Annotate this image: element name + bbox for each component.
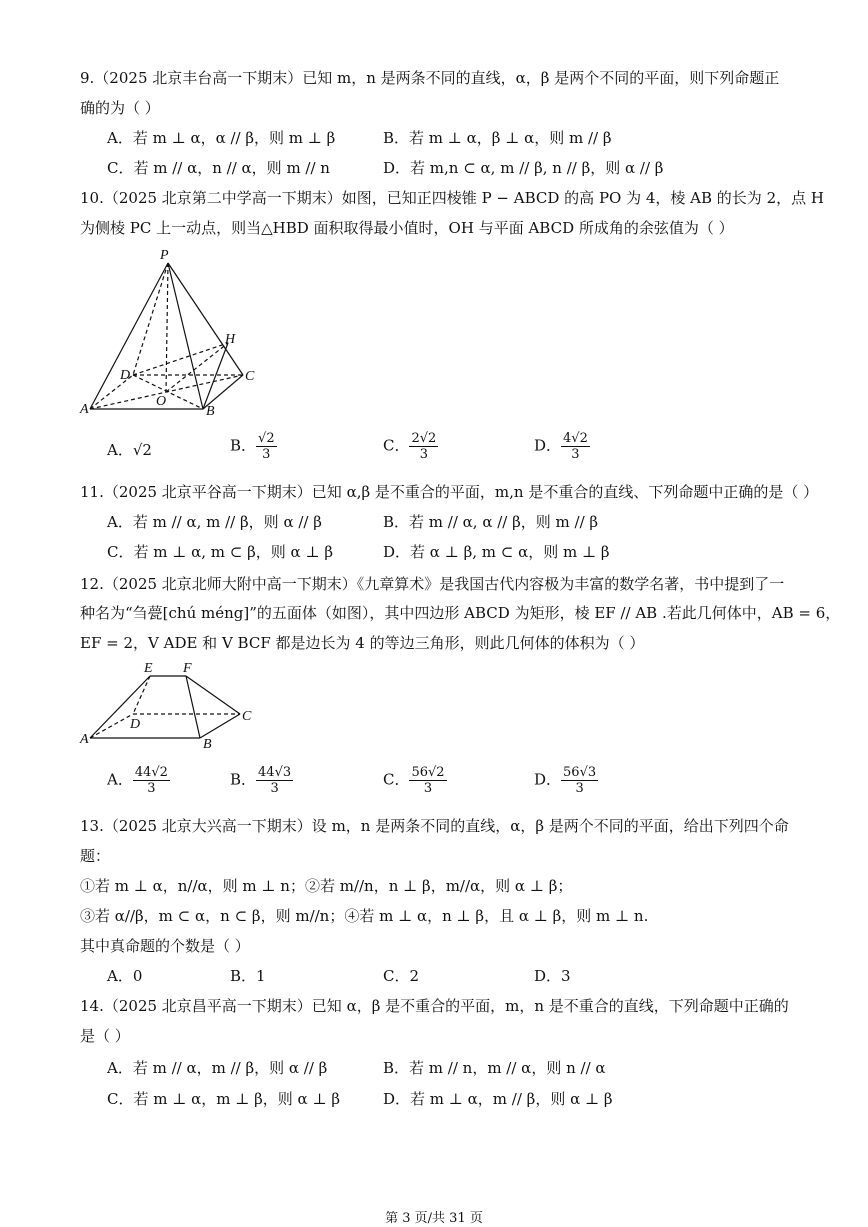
label-a: A <box>80 732 89 747</box>
q10-option-d-prefix: D． <box>534 436 562 455</box>
denominator: 3 <box>419 447 429 462</box>
numerator: 56√2 <box>411 765 445 780</box>
label-b: B <box>203 737 212 752</box>
q12-option-a-prefix: A． <box>107 770 133 789</box>
numerator: 44√2 <box>134 765 168 780</box>
q11-option-a: A．若 m // α, m // β，则 α // β <box>107 513 322 531</box>
page-footer: 第 3 页/共 31 页 <box>385 1211 483 1226</box>
label-a: A <box>80 402 89 417</box>
q14-option-b: B．若 m // n，m // α，则 n // α <box>383 1059 606 1077</box>
label-d: D <box>120 368 131 383</box>
q13-option-b: B．1 <box>230 967 266 985</box>
q9-option-a: A．若 m ⊥ α，α // β，则 m ⊥ β <box>107 129 336 147</box>
q10-option-a-value: √2 <box>132 441 152 459</box>
q13-proposition-line1: ①若 m ⊥ α，n//α，则 m ⊥ n；②若 m//n，n ⊥ β，m//α，则 α ⊥ β； <box>80 877 573 895</box>
numerator: 56√3 <box>563 765 597 780</box>
q12-stem-line2: 种名为“刍甍[chú méng]”的五面体（如图），其中四边形 ABCD 为矩形，棱 EF // AB .若此几何体中，AB = 6， <box>80 604 841 622</box>
label-c: C <box>242 709 252 724</box>
label-f: F <box>183 661 192 676</box>
q10-option-c-fraction <box>409 431 438 462</box>
q9-stem-line1: 9.（2025 北京丰台高一下期末）已知 m，n 是两条不同的直线，α，β 是两个不同的平面，则下列命题正 <box>80 69 780 87</box>
denominator: 3 <box>262 447 271 462</box>
numerator: 4√2 <box>563 431 588 446</box>
q14-option-a: A．若 m // α，m // β，则 α // β <box>107 1059 328 1077</box>
q11-option-b: B．若 m // α, α // β，则 m // β <box>383 513 599 531</box>
q10-option-c-prefix: C． <box>383 436 410 455</box>
label-p: P <box>160 248 169 263</box>
numerator: 2√2 <box>411 431 437 446</box>
q12-option-a-fraction <box>133 765 170 796</box>
q10-option-a <box>107 440 152 460</box>
q12-option-d-fraction <box>561 765 598 796</box>
numerator: 44√3 <box>258 765 292 780</box>
pyramid-figure <box>78 245 278 425</box>
q13-question: 其中真命题的个数是（ ） <box>80 937 250 955</box>
q12-option-c-prefix: C． <box>383 770 410 789</box>
label-b: B <box>206 404 215 419</box>
q14-option-d: D．若 m ⊥ α，m // β，则 α ⊥ β <box>383 1090 613 1108</box>
q11-stem-line1: 11.（2025 北京平谷高一下期末）已知 α,β 是不重合的平面，m,n 是不重合的直线、下列命题中正确的是（ ） <box>80 483 819 501</box>
q10-option-b-prefix: B． <box>230 436 257 455</box>
q12-stem-line3: EF = 2，V ADE 和 V BCF 都是边长为 4 的等边三角形，则此几何体的体积为（ ） <box>80 634 645 652</box>
q12-option-b-fraction <box>256 765 293 796</box>
q11-option-c: C．若 m ⊥ α, m ⊂ β，则 α ⊥ β <box>107 543 333 561</box>
q9-stem-line2: 确的为（ ） <box>80 99 160 117</box>
q10-option-d-fraction <box>561 431 590 462</box>
q9-option-c: C．若 m // α，n // α，则 m // n <box>107 159 330 177</box>
q13-stem-line2: 题： <box>80 847 111 865</box>
q10-option-b <box>230 431 277 462</box>
label-d: D <box>130 717 141 732</box>
q12-option-b <box>230 765 293 796</box>
q13-option-a: A．0 <box>107 967 143 985</box>
q13-proposition-line2: ③若 α//β，m ⊂ α，n ⊂ β，则 m//n；④若 m ⊥ α，n ⊥ β，且 α ⊥ β，则 m ⊥ n. <box>80 907 649 925</box>
numerator: √2 <box>258 431 275 446</box>
q12-option-c-fraction <box>409 765 446 796</box>
q9-option-b: B．若 m ⊥ α，β ⊥ α，则 m // β <box>383 129 612 147</box>
q12-option-d-prefix: D． <box>534 770 562 789</box>
chumeng-figure <box>78 658 268 753</box>
q13-option-d: D．3 <box>534 967 571 985</box>
q14-option-c: C．若 m ⊥ α，m ⊥ β，则 α ⊥ β <box>107 1090 340 1108</box>
denominator: 3 <box>270 781 279 796</box>
q12-stem-line1: 12.（2025 北京北师大附中高一下期末）《九章算术》是我国古代内容极为丰富的数学名著，书中提到了一 <box>80 575 785 593</box>
denominator: 3 <box>571 447 580 462</box>
q10-option-b-fraction <box>256 431 277 462</box>
q12-option-b-prefix: B． <box>230 770 257 789</box>
q12-option-d <box>534 765 598 796</box>
label-h: H <box>225 332 236 347</box>
q9-option-d: D．若 m,n ⊂ α, m // β, n // β，则 α // β <box>383 159 664 177</box>
q10-stem-line2: 为侧棱 PC 上一动点，则当△HBD 面积取得最小值时，OH 与平面 ABCD 所成角的余弦值为（ ） <box>80 219 734 237</box>
q11-option-d: D．若 α ⊥ β, m ⊂ α，则 m ⊥ β <box>383 543 610 561</box>
label-c: C <box>245 369 255 384</box>
label-o: O <box>156 394 167 409</box>
q10-option-a-prefix: A． <box>107 441 133 459</box>
denominator: 3 <box>423 781 433 796</box>
label-e: E <box>144 661 153 676</box>
q12-option-a <box>107 765 170 796</box>
q13-option-c: C．2 <box>383 967 420 985</box>
q10-option-c <box>383 431 438 462</box>
q10-stem-line1: 10.（2025 北京第二中学高一下期末）如图，已知正四棱锥 P − ABCD 的高 PO 为 4，棱 AB 的长为 2，点 H <box>80 189 824 207</box>
denominator: 3 <box>147 781 156 796</box>
q12-option-c <box>383 765 447 796</box>
q10-option-d <box>534 431 590 462</box>
q13-stem-line1: 13.（2025 北京大兴高一下期末）设 m，n 是两条不同的直线，α，β 是两个不同的平面，给出下列四个命 <box>80 817 789 835</box>
q14-stem-line2: 是（ ） <box>80 1027 130 1045</box>
denominator: 3 <box>575 781 584 796</box>
q14-stem-line1: 14.（2025 北京昌平高一下期末）已知 α，β 是不重合的平面，m，n 是不重合的直线，下列命题中正确的 <box>80 997 789 1015</box>
